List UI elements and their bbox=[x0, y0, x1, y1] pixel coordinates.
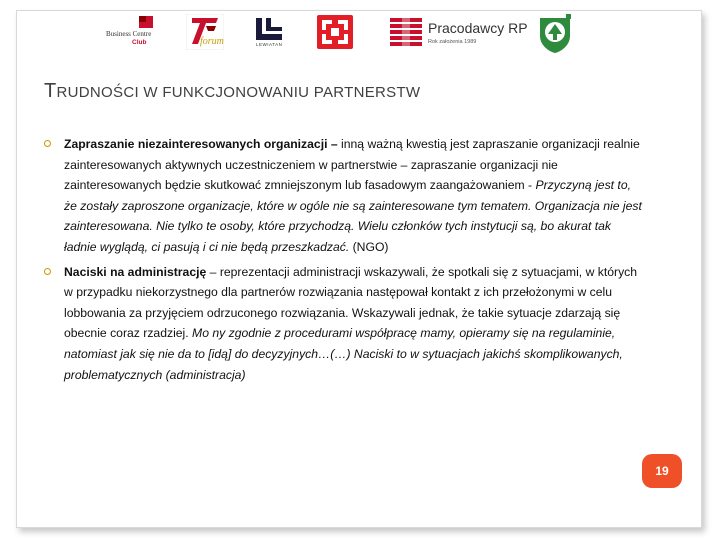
green-emblem-logo bbox=[536, 12, 574, 54]
forum-text: forum bbox=[200, 36, 224, 47]
slide-title-rest: RUDNOŚCI W FUNKCJONOWANIU PARTNERSTW bbox=[56, 84, 421, 101]
slide-title-initial: T bbox=[44, 80, 57, 102]
red-grid-emblem-icon bbox=[316, 14, 354, 50]
pracodawcy-subtitle: Rok założenia 1989 bbox=[428, 39, 477, 45]
list-item bbox=[44, 134, 644, 258]
red-emblem-logo bbox=[316, 14, 354, 50]
green-crest-emblem-icon bbox=[536, 12, 574, 54]
bullet-circle-icon bbox=[44, 268, 51, 275]
bullet-body: – reprezentacji administracji wskazywali, że spotkali się z sytuacjami, w których w przypadku niekorzystnego dla partnerów rozwiązania następował kontakt z ich przełożonymi w celu lobbowania za przyjęciem odrzuconego rozwiązania. Wskazywali jednak, że takie sytuacje zdarzają się obecnie coraz rzadziej. bbox=[64, 264, 638, 341]
page-number-badge: 19 bbox=[642, 454, 682, 488]
bullet-body: inną ważną kwestią jest zapraszanie organizacji realnie zainteresowanych aktywnych uczestniczeniem w partnerstwie – zapraszanie organizacji nie zainteresowanych będzie skutkować zmniejszonym lub fasadowym zaangażowaniem - bbox=[64, 137, 640, 193]
pracodawcy-rp-logo bbox=[388, 14, 528, 50]
bcc-name: Business Centre bbox=[106, 30, 152, 38]
business-centre-club-logo bbox=[106, 14, 176, 48]
lewiatan-logo bbox=[250, 14, 290, 50]
bullet-quote: Mo ny zgodnie z procedurami współpracę mamy, opieramy się na regulaminie, natomiast jak się nie da to [idą] do decyzyjnych…(…) Naciski to w sytuacjach jakichś skomplikowanych, problematycznych (administracja) bbox=[64, 326, 623, 382]
pracodawcy-emblem-icon bbox=[388, 14, 426, 50]
pracodawcy-name: Pracodawcy RP bbox=[428, 20, 528, 36]
list-item bbox=[44, 262, 644, 386]
bullet-source: (NGO) bbox=[349, 239, 389, 254]
bullet-text bbox=[64, 134, 644, 258]
bullet-heading: Zapraszanie niezainteresowanych organizacji – bbox=[64, 137, 338, 151]
bullet-circle-icon bbox=[44, 140, 51, 147]
bullet-text bbox=[64, 262, 644, 386]
bcc-club: Club bbox=[132, 39, 147, 46]
bullet-heading: Naciski na administrację bbox=[64, 264, 207, 279]
lewiatan-emblem-icon bbox=[250, 14, 290, 42]
slide-title bbox=[44, 80, 420, 103]
bullet-quote: Przyczyną jest to, że zostały zaproszone organizacje, które w ogóle nie są zainteresowane tym tematem. Organizacja nie jest zainteresowana. Nie tylko te osoby, które przychodzą. Wielu członków tych instytucji są, bo akurat tak ładnie wyglądą, ci pasują i ci nie będą przeszkadzać. bbox=[64, 178, 642, 254]
logo-bar bbox=[0, 0, 720, 60]
bullet-list bbox=[44, 134, 644, 389]
forum-logo bbox=[186, 14, 224, 50]
lewiatan-text: LEWIATAN bbox=[256, 42, 283, 47]
